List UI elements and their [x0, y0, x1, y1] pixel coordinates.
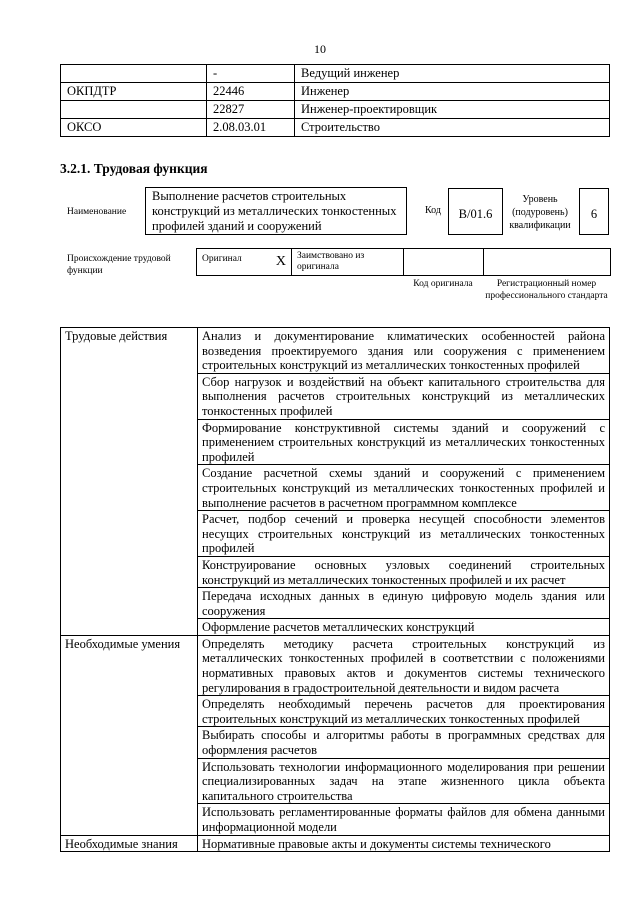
item-description: Расчет, подбор сечений и проверка несущей способности элементов несущих строительных конструкций из металлических тонкостенных профилей: [198, 511, 610, 557]
classifier-codes-body: [61, 65, 610, 137]
codes-row: [61, 101, 610, 119]
item-description: Конструирование основных узловых соединений строительных конструкций из металлических тонкостенных профилей и их расчет: [198, 556, 610, 587]
item-description: Использовать регламентированные форматы файлов для обмена данными информационной модели: [198, 804, 610, 835]
classifier-cell: [61, 65, 207, 83]
title-cell: Инженер-проектировщик: [295, 101, 610, 119]
labor-function-details-body: [61, 328, 610, 852]
code-cell: -: [207, 65, 295, 83]
origin-code-caption: Код оригинала: [413, 279, 473, 289]
table-row: [61, 835, 610, 852]
function-code-box: B/01.6: [448, 188, 503, 235]
qualification-level-label: Уровень (подуровень) квалификации: [509, 194, 571, 231]
classifier-codes-table: [60, 64, 610, 137]
table-row: [61, 635, 610, 695]
labor-function-details-table: [60, 327, 610, 852]
category-label: Трудовые действия: [61, 328, 198, 636]
section-title: 3.2.1. Трудовая функция: [60, 161, 208, 176]
origin-code-cell: [404, 249, 484, 276]
origin-row: [197, 249, 611, 276]
function-name-box: Выполнение расчетов строительных конструкций из металлических тонкостенных профилей зданий и сооружений: [145, 187, 407, 235]
reg-number-cell: [484, 249, 611, 276]
original-label: Оригинал: [202, 254, 242, 264]
table-row: [61, 328, 610, 374]
item-description: Передача исходных данных в единую цифровую модель здания или сооружения: [198, 588, 610, 619]
borrowed-label: Заимствовано из оригинала: [292, 249, 404, 276]
category-label: Необходимые знания: [61, 835, 198, 852]
codes-row: [61, 119, 610, 137]
item-description: Определять методику расчета строительных конструкций из металлических тонкостенных профилей в соответствии с положениями нормативных правовых актов и документов системы технического регулирования в градостроительной деятельности и видом расчета: [198, 635, 610, 695]
title-cell: Строительство: [295, 119, 610, 137]
item-description: Оформление расчетов металлических конструкций: [198, 619, 610, 636]
classifier-cell: ОКПДТР: [61, 83, 207, 101]
reg-number-caption: Регистрационный номер профессионального стандарта: [485, 279, 608, 301]
codes-row: [61, 83, 610, 101]
title-cell: Ведущий инженер: [295, 65, 610, 83]
title-cell: Инженер: [295, 83, 610, 101]
item-description: Создание расчетной схемы зданий и сооружений с применением строительных конструкций из металлических тонкостенных профилей и выполнение расчетов в расчетном программном комплексе: [198, 465, 610, 511]
codes-row: [61, 65, 610, 83]
origin-table: [196, 248, 611, 276]
item-description: Выбирать способы и алгоритмы работы в программных средствах для оформления расчетов: [198, 727, 610, 758]
category-label: Необходимые умения: [61, 635, 198, 835]
name-label: Наименование: [67, 207, 127, 217]
code-cell: 22827: [207, 101, 295, 119]
qualification-level-box: 6: [579, 188, 609, 235]
code-cell: 2.08.03.01: [207, 119, 295, 137]
item-description: Анализ и документирование климатических особенностей района возведения проектируемого здания или сооружения с применением строительных конструкций из металлических тонкостенных профилей: [198, 328, 610, 374]
item-description: Сбор нагрузок и воздействий на объект капитального строительства для выполнения расчетов строительных конструкций из металлических тонкостенных профилей: [198, 373, 610, 419]
origin-label: Происхождение трудовой функции: [67, 254, 171, 276]
item-description: Нормативные правовые акты и документы системы технического: [198, 835, 610, 852]
page-number: 10: [314, 42, 326, 56]
code-label: Код: [425, 205, 441, 216]
original-cell: [197, 249, 292, 276]
classifier-cell: ОКСО: [61, 119, 207, 137]
item-description: Определять необходимый перечень расчетов для проектирования строительных конструкций из металлических тонкостенных профилей: [198, 696, 610, 727]
original-mark: X: [275, 254, 286, 269]
item-description: Формирование конструктивной системы зданий и сооружений с применением строительных конструкций из металлических тонкостенных профилей: [198, 419, 610, 465]
code-cell: 22446: [207, 83, 295, 101]
item-description: Использовать технологии информационного моделирования при решении специализированных задач на этапе жизненного цикла объекта капитального строительства: [198, 758, 610, 804]
classifier-cell: [61, 101, 207, 119]
